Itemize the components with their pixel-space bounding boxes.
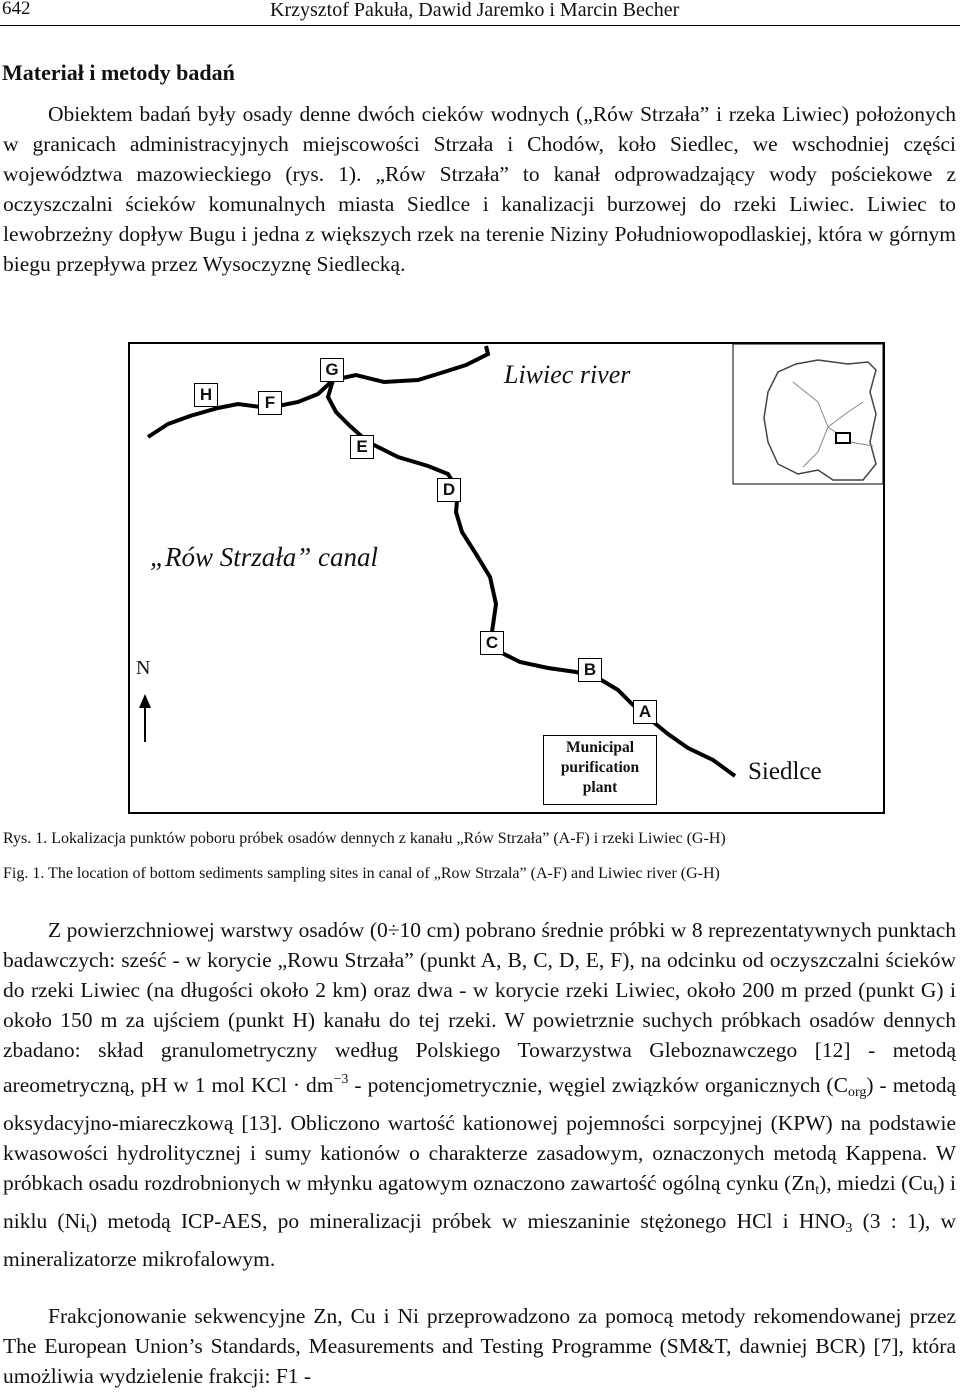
site-label-d: D bbox=[437, 478, 461, 502]
p2-superscript: −3 bbox=[333, 1072, 349, 1087]
plant-line-3: plant bbox=[582, 779, 618, 796]
site-label-e: E bbox=[350, 435, 374, 459]
plant-line-2: purification bbox=[560, 759, 640, 776]
p2-text-d: ), miedzi (Cu bbox=[819, 1171, 934, 1195]
figure-caption-english: Fig. 1. The location of bottom sediments sampling sites in canal of „Row Strzala” (A-F) and Liwiec river (G-H) bbox=[3, 865, 720, 882]
p2-text-b: - potencjometrycznie, węgiel związków organicznych (C bbox=[348, 1073, 848, 1097]
p2-text-a: Z powierzchniowej warstwy osadów (0÷10 cm) pobrano średnie próbki w 8 reprezentatywnych punktach badawczych: sześć - w korycie „Rowu Strzała” (punkt A, B, C, D, E, F), na odcinku od oczyszczalni ścieków do rzeki Liwiec (na długości około 2 km) oraz dwa - w korycie rzeki Liwiec, około 200 m przed (punkt G) i około 150 m za ujściem (punkt H) kanału do tej rzeki. W powietrznie suchych próbkach osadów dennych zbadano: skład granulometryczny według Polskiego Towarzystwa Gleboznawczego [12] - metodą areometryczną, pH w 1 mol KCl · dm bbox=[3, 918, 956, 1097]
site-label-f: F bbox=[258, 391, 282, 415]
p2-subscript-t1: t bbox=[815, 1183, 820, 1198]
map-label-liwiec-river: Liwiec river bbox=[504, 360, 631, 389]
inset-location-marker bbox=[836, 433, 850, 443]
p2-text-c: ) - metodą oksydacyjno-miareczkową [13]. Obliczono wartość kationowej pojemności sorpcyjnej (KPW) na podstawie kwasowości hydrolitycznej i sumy kationów o charakterze zasadowym, oznaczonych metodą Kappena. W próbkach osadu rozdrobnionych w młynku agatowym oznaczono zawartość ogólną cynku (Zn bbox=[3, 1073, 956, 1195]
map-label-siedlce: Siedlce bbox=[748, 758, 822, 785]
paragraph-study-area: Obiektem badań były osady denne dwóch cieków wodnych („Rów Strzała” i rzeka Liwiec) położonych w granicach administracyjnych miejscowości Strzała i Chodów, koło Siedlec, we wschodniej części województwa mazowieckiego (rys. 1). „Rów Strzała” to kanał odprowadzający wody pościekowe z oczyszczalni ścieków komunalnych miasta Siedlce i kanalizacji burzowej do rzeki Liwiec. Liwiec to lewobrzeżny dopływ Bugu i jedna z większych rzek na terenie Niziny Południowopodlaskiej, która w górnym biegu przepływa przez Wysoczyznę Siedlecką. bbox=[3, 102, 956, 276]
running-header: Krzysztof Pakuła, Dawid Jaremko i Marcin Becher bbox=[270, 0, 680, 21]
site-label-c: C bbox=[480, 631, 504, 655]
site-label-g: G bbox=[320, 358, 344, 382]
p2-subscript-3: 3 bbox=[845, 1221, 853, 1236]
site-label-h: H bbox=[194, 383, 218, 407]
p2-subscript-org: org bbox=[847, 1085, 867, 1100]
map-label-canal: „Rów Strzała” canal bbox=[150, 542, 379, 572]
map-drawing bbox=[128, 342, 885, 814]
page-number: 642 bbox=[2, 0, 31, 19]
site-label-b: B bbox=[578, 658, 602, 682]
figure-caption-polish: Rys. 1. Lokalizacja punktów poboru próbek osadów dennych z kanału „Rów Strzała” (A-F) i rzeki Liwiec (G-H) bbox=[3, 830, 726, 847]
map-label-purification-plant bbox=[543, 735, 657, 805]
p2-subscript-t2: t bbox=[933, 1183, 938, 1198]
inset-map-poland bbox=[733, 344, 883, 484]
p2-text-e: ) i niklu (Ni bbox=[3, 1171, 956, 1233]
figure-map bbox=[128, 342, 885, 814]
paragraph-sampling-methods bbox=[3, 915, 956, 1274]
paragraph-fractionation: Frakcjonowanie sekwencyjne Zn, Cu i Ni przeprowadzono za pomocą metody rekomendowanej przez The European Union’s Standards, Measurements and Testing Programme (SM&T, dawniej BCR) [7], która umożliwia wydzielenie frakcji: F1 - bbox=[3, 1304, 956, 1388]
header-rule bbox=[0, 25, 960, 26]
plant-line-1: Municipal bbox=[565, 739, 635, 756]
site-label-a: A bbox=[633, 700, 657, 724]
section-title: Materiał i metody badań bbox=[2, 60, 235, 85]
p2-subscript-t3: t bbox=[86, 1221, 90, 1236]
p2-text-g: (3 : 1), w mineralizatorze mikrofalowym. bbox=[3, 1209, 956, 1271]
map-label-north: N bbox=[136, 657, 151, 679]
p2-text-f: ) metodą ICP-AES, po mineralizacji próbek w mieszaninie stężonego HCl i HNO bbox=[89, 1209, 846, 1233]
